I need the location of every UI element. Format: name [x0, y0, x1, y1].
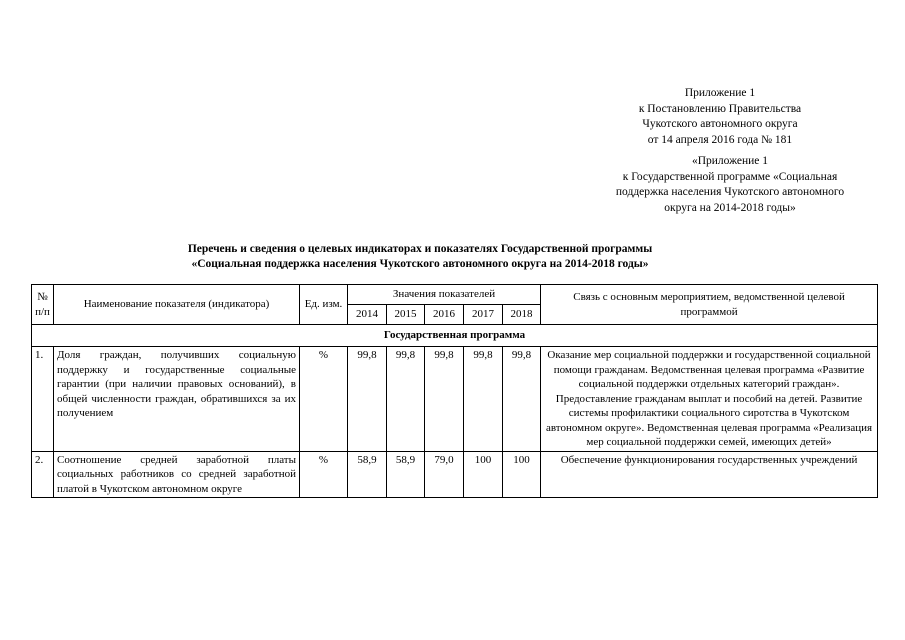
- table-row: [32, 347, 878, 452]
- appendix-decree-line: Чукотского автономного округа: [642, 118, 798, 130]
- appendix-decree-line: к Постановлению Правительства: [638, 102, 802, 115]
- row-value-2017: 99,8: [464, 347, 503, 452]
- header-link: Связь с основным мероприятием, ведомственной целевой программой: [541, 285, 878, 325]
- row-value-2015: 58,9: [387, 451, 425, 498]
- row-value-2018: 100: [503, 451, 541, 498]
- appendix-program-line: округа на 2014-2018 годы»: [664, 201, 796, 214]
- appendix-decree-line: от 14 апреля 2016 года № 181: [647, 133, 793, 146]
- header-name: Наименование показателя (индикатора): [54, 285, 300, 325]
- header-values-group: Значения показателей: [348, 285, 541, 305]
- row-num: 1.: [32, 347, 54, 452]
- row-value-2018: 99,8: [503, 347, 541, 452]
- document-heading: [70, 242, 770, 272]
- row-unit: %: [300, 451, 348, 498]
- row-value-2014: 58,9: [348, 451, 387, 498]
- indicators-table: [31, 284, 878, 498]
- header-num: № п/п: [32, 285, 54, 325]
- header-unit: Ед. изм.: [300, 285, 348, 325]
- row-name: Соотношение средней заработной платы социальных работников со средней заработной платой в Чукотском автономном округе: [54, 451, 300, 498]
- row-value-2017: 100: [464, 451, 503, 498]
- row-unit: %: [300, 347, 348, 452]
- row-value-2016: 99,8: [425, 347, 464, 452]
- appendix-program-line: к Государственной программе «Социальная: [622, 170, 838, 183]
- header-year: 2017: [464, 305, 503, 325]
- row-num: 2.: [32, 451, 54, 498]
- heading-line-1: Перечень и сведения о целевых индикаторах и показателях Государственной программы: [187, 243, 653, 255]
- table-row: [32, 451, 878, 498]
- appendix-decree-reference: [590, 86, 850, 148]
- table-header-row: [32, 285, 878, 305]
- appendix-decree-line: Приложение 1: [684, 87, 756, 99]
- appendix-program-line: «Приложение 1: [691, 155, 769, 167]
- appendix-program-line: поддержка населения Чукотского автономного: [615, 186, 845, 198]
- row-value-2016: 79,0: [425, 451, 464, 498]
- section-title: Государственная программа: [32, 325, 878, 347]
- row-link: Оказание мер социальной поддержки и государственной социальной помощи гражданам. Ведомственная целевая программа «Развитие социальной поддержки отдельных категорий граждан». Предоставление гражданам выплат и пособий на детей. Развитие системы профилактики социального сиротства в Чукотском автономном округе». Ведомственная целевая программа «Реализация мер социальной поддержки семей, имеющих детей»: [541, 347, 878, 452]
- header-year: 2016: [425, 305, 464, 325]
- row-value-2014: 99,8: [348, 347, 387, 452]
- row-link: Обеспечение функционирования государственных учреждений: [541, 451, 878, 498]
- appendix-program-reference: [590, 154, 870, 216]
- header-year: 2015: [387, 305, 425, 325]
- header-year: 2014: [348, 305, 387, 325]
- heading-line-2: «Социальная поддержка населения Чукотского автономного округа на 2014-2018 годы»: [191, 258, 649, 270]
- row-value-2015: 99,8: [387, 347, 425, 452]
- header-year: 2018: [503, 305, 541, 325]
- section-row: [32, 325, 878, 347]
- row-name: Доля граждан, получивших социальную поддержку и государственные социальные гарантии (при наличии правовых оснований), в общей численности граждан, обратившихся за их получением: [54, 347, 300, 452]
